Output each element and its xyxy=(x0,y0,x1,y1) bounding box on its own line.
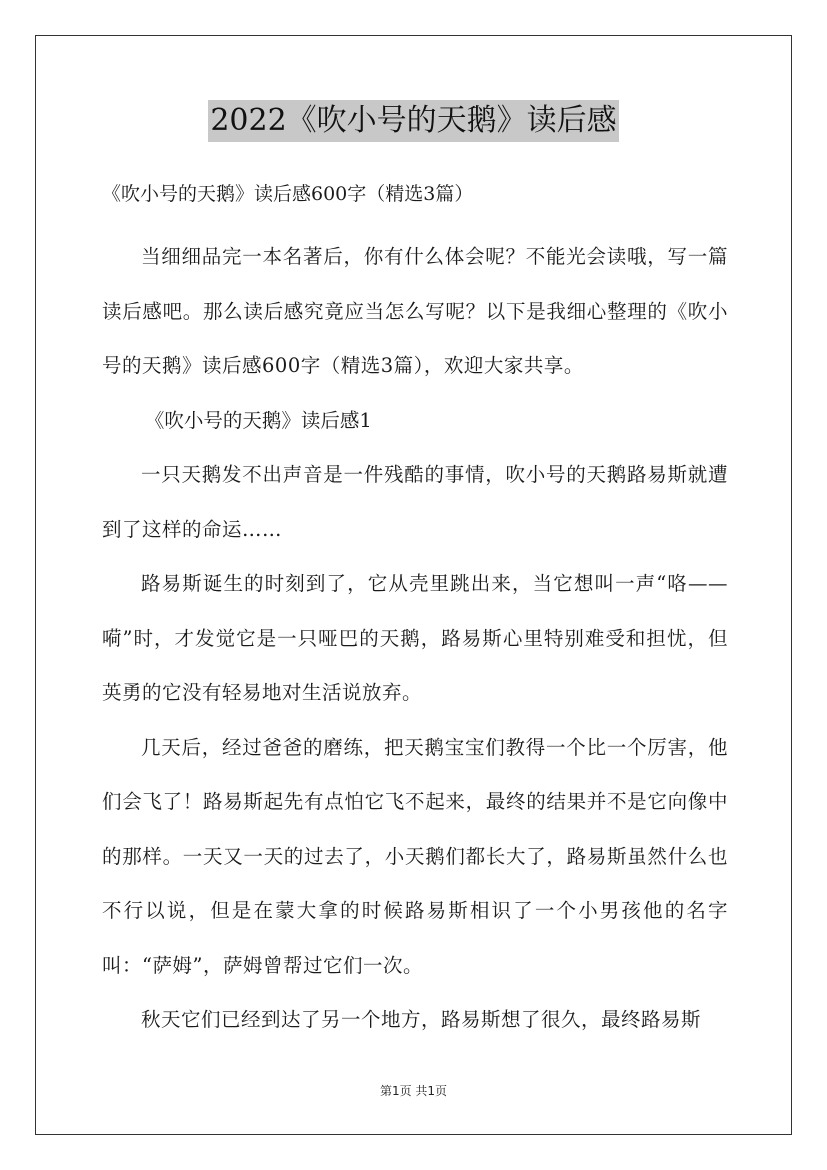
body-paragraph: 一只天鹅发不出声音是一件残酷的事情，吹小号的天鹅路易斯就遭到了这样的命运…… xyxy=(102,463,728,541)
body-paragraph: 秋天它们已经到达了另一个地方，路易斯想了很久，最终路易斯 xyxy=(141,1008,702,1031)
document-body xyxy=(102,172,728,1048)
section-heading: 《吹小号的天鹅》读后感1 xyxy=(144,408,372,432)
document-subtitle: 《吹小号的天鹅》读后感600字（精选3篇） xyxy=(102,183,474,205)
body-paragraph: 路易斯诞生的时刻到了，它从壳里跳出来，当它想叫一声“咯——嗬”时，才发觉它是一只哑巴的天鹅，路易斯心里特别难受和担忧，但英勇的它没有轻易地对生活说放弃。 xyxy=(102,572,728,704)
title-container xyxy=(0,100,827,142)
intro-paragraph: 当细细品完一本名著后，你有什么体会呢？不能光会读哦，写一篇读后感吧。那么读后感究竟应当怎么写呢？以下是我细心整理的《吹小号的天鹅》读后感600字（精选3篇），欢迎大家共享。 xyxy=(102,245,728,377)
document-title: 2022《吹小号的天鹅》读后感 xyxy=(208,100,618,142)
body-paragraph: 几天后，经过爸爸的磨练，把天鹅宝宝们教得一个比一个厉害，他们会飞了！路易斯起先有点怕它飞不起来，最终的结果并不是它向像中的那样。一天又一天的过去了，小天鹅们都长大了，路易斯虽然什么也不行以说，但是在蒙大拿的时候路易斯相识了一个小男孩他的名字叫：“萨姆”，萨姆曾帮过它们一次。 xyxy=(102,735,728,977)
page-footer: 第1页 共1页 xyxy=(379,1084,448,1098)
